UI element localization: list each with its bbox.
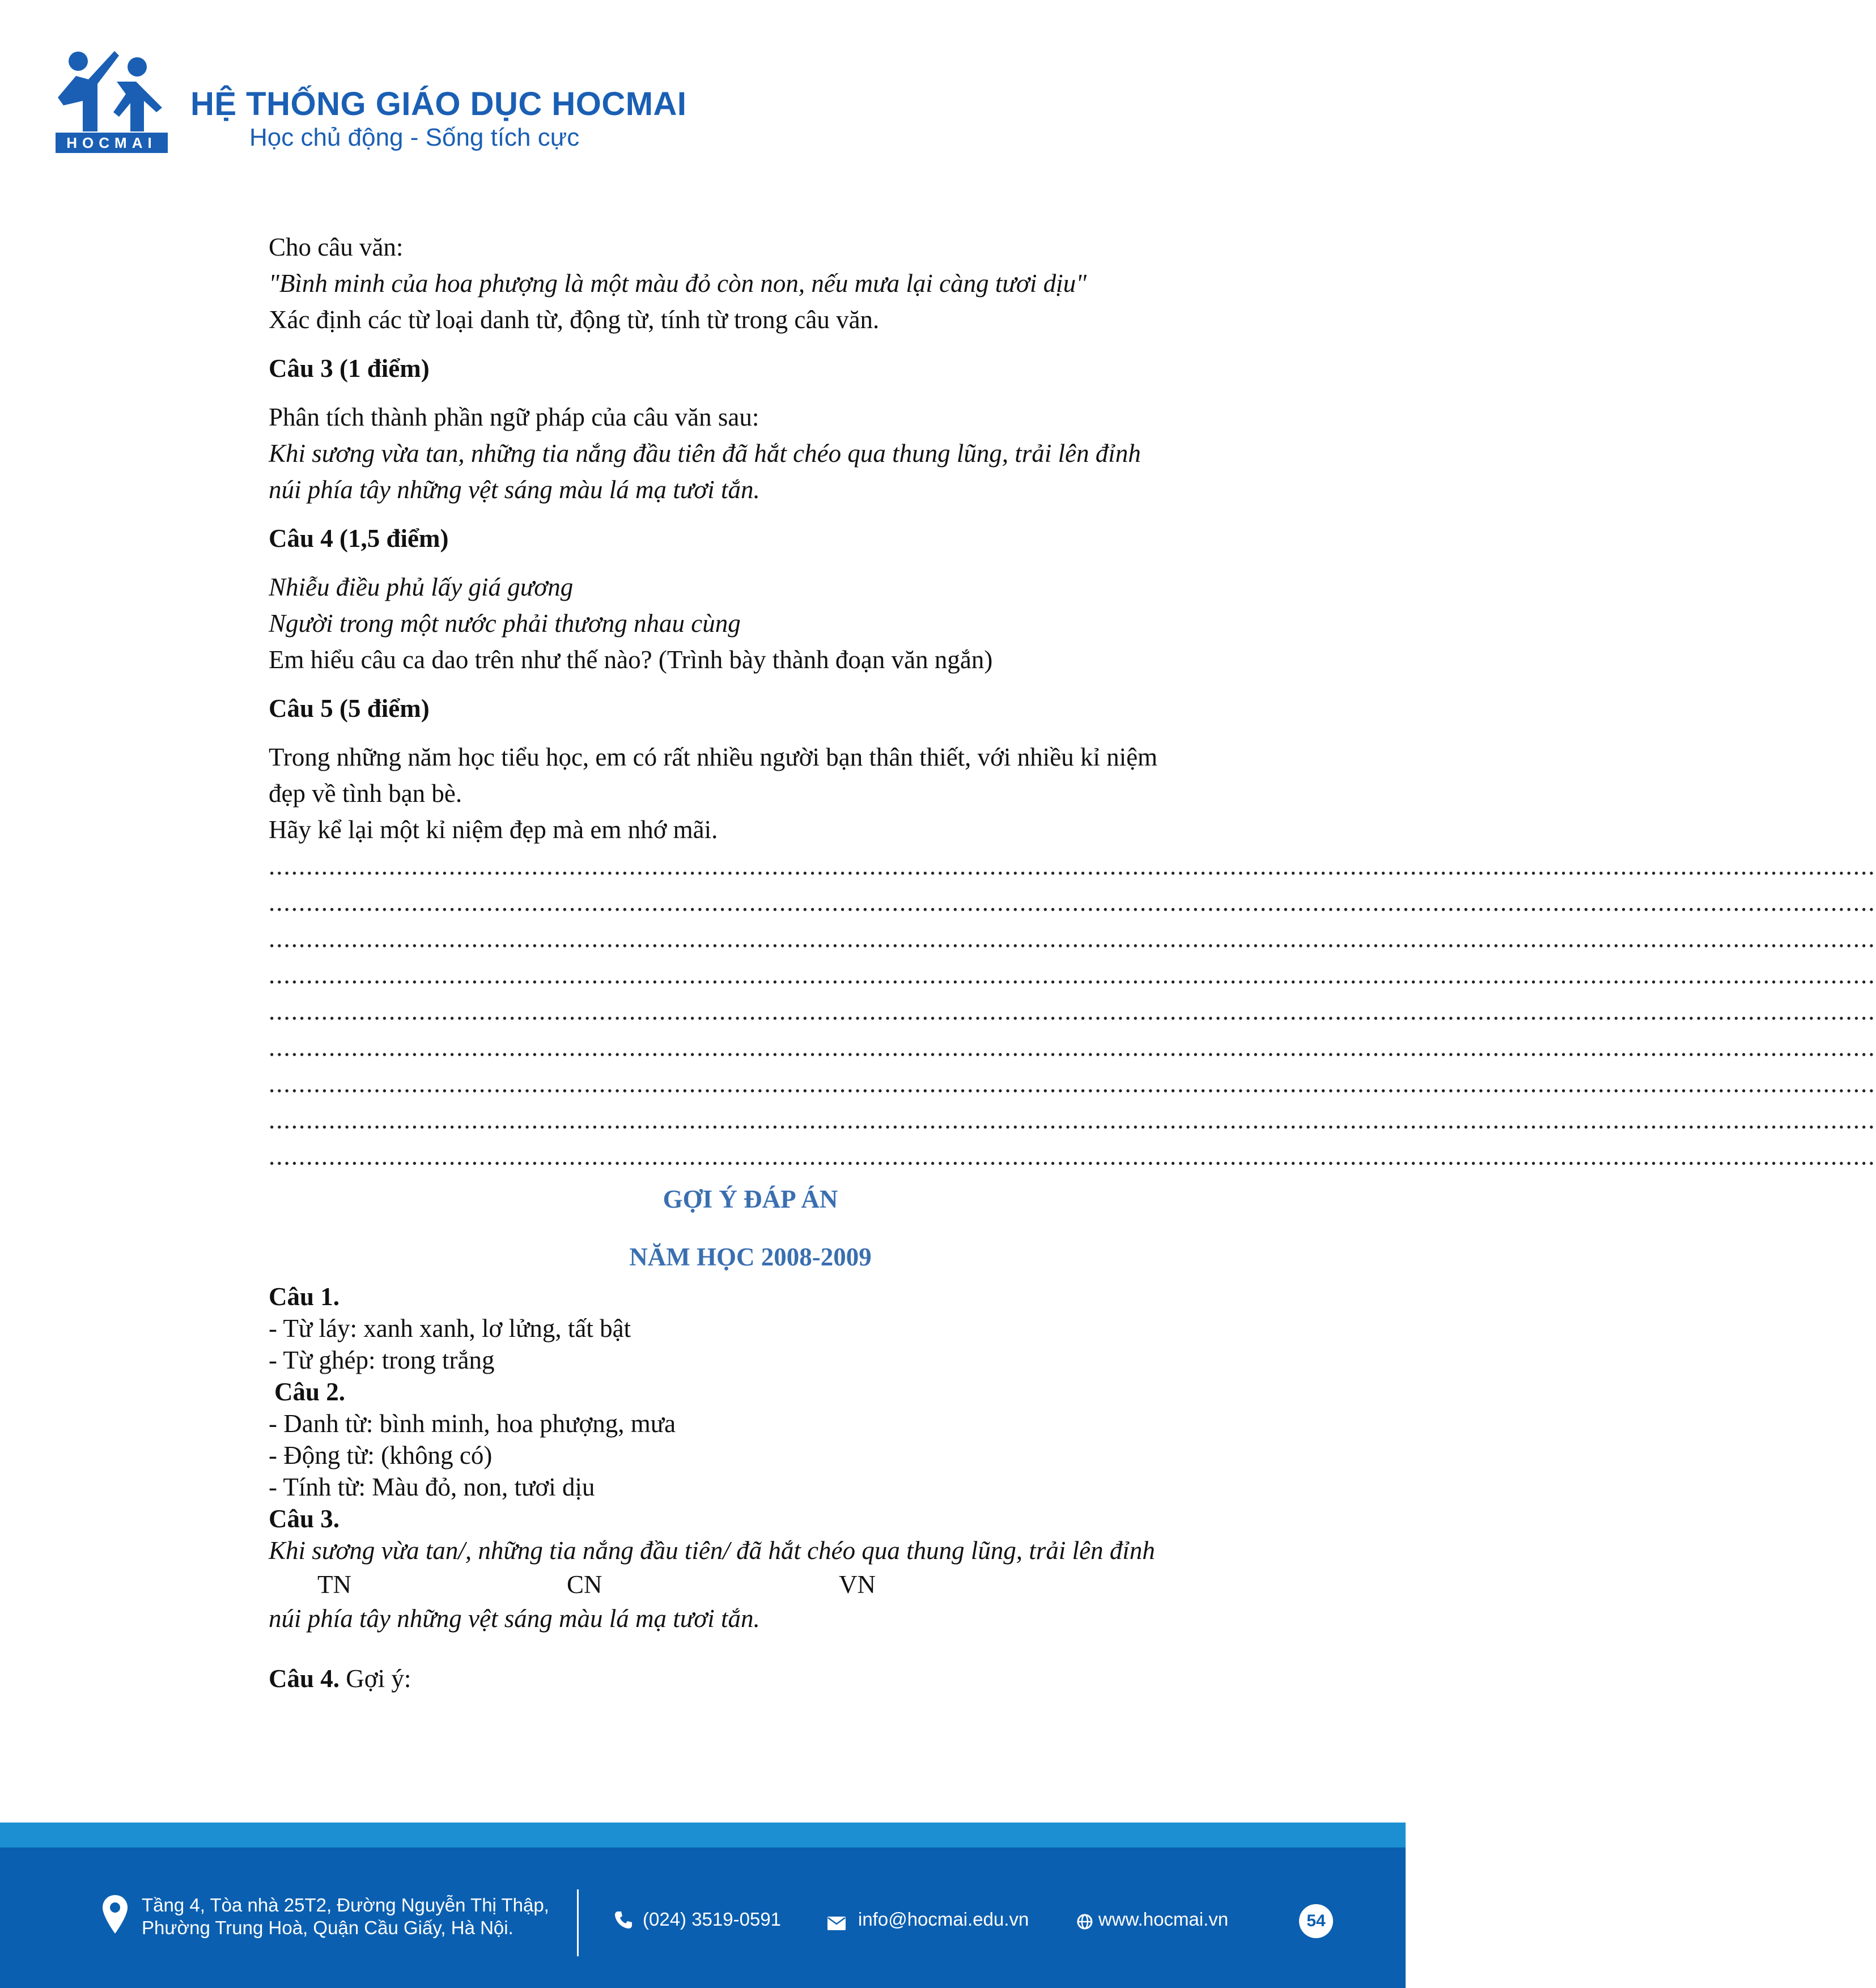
q4-task: Em hiểu câu ca dao trên như thế nào? (Trình bày thành đoạn văn ngắn) [269,645,993,674]
q4-poem-line1: Nhiễu điều phủ lấy giá gương [269,573,574,601]
c2-line3: - Tính từ: Màu đỏ, non, tươi dịu [269,1473,595,1501]
c2-line2: - Động từ: (không có) [269,1441,493,1469]
answers-year: NĂM HỌC 2008-2009 [629,1243,872,1271]
answers-title: GỢI Ý ĐÁP ÁN [663,1185,838,1213]
q5-heading: Câu 5 (5 điểm) [269,694,430,723]
footer-address [142,1894,549,1939]
q4-poem-line2: Người trong một nước phải thương nhau cùng [269,609,741,638]
footer-website[interactable]: www.hocmai.vn [1098,1909,1229,1930]
answer-line[interactable]: ...................................................................................................................................................................................................................... [269,997,1876,1025]
answer-line[interactable]: ...................................................................................................................................................................................................................... [269,1142,1876,1170]
c3-label-cn: CN [567,1570,602,1599]
globe-icon [1077,1913,1093,1934]
c1-line2: - Từ ghép: trong trắng [269,1346,495,1374]
answer-line[interactable]: ...................................................................................................................................................................................................................... [269,888,1876,916]
q4-heading: Câu 4 (1,5 điểm) [269,524,449,553]
q2-quote: "Bình minh của hoa phượng là một màu đỏ còn non, nếu mưa lại càng tươi dịu" [269,269,1087,298]
q3-task: Phân tích thành phần ngữ pháp của câu văn sau: [269,403,759,431]
c4-line [269,1663,1232,1694]
answer-lines [269,848,1876,1174]
location-pin-icon [101,1894,129,1939]
c3-label-tn: TN [317,1570,351,1599]
answer-line[interactable]: ...................................................................................................................................................................................................................... [269,1106,1876,1134]
answer-line[interactable]: ...................................................................................................................................................................................................................... [269,961,1876,989]
c3-heading: Câu 3. [269,1505,340,1533]
answer-line[interactable]: ...................................................................................................................................................................................................................... [269,1069,1876,1098]
c3-grammar-labels [269,1566,1232,1603]
q5-prompt-line2: đẹp về tình bạn bè. [269,779,462,808]
page-number: 54 [1299,1904,1333,1938]
address-line1: Tầng 4, Tòa nhà 25T2, Đường Nguyễn Thị Thập, [142,1894,549,1915]
c3-line2: núi phía tây những vệt sáng màu lá mạ tươi tắn. [269,1604,760,1633]
footer-divider [577,1889,579,1956]
c4-heading: Câu 4. [269,1664,340,1693]
hocmai-logo [53,46,170,154]
c3-label-vn: VN [839,1570,876,1599]
c2-line1: - Danh từ: bình minh, hoa phượng, mưa [269,1409,676,1438]
answer-line[interactable]: ...................................................................................................................................................................................................................... [269,924,1876,953]
q2-task: Xác định các từ loại danh từ, động từ, tính từ trong câu văn. [269,305,880,334]
email-icon [827,1913,846,1935]
q3-sentence-line1: Khi sương vừa tan, những tia nắng đầu tiên đã hắt chéo qua thung lũng, trải lên đỉnh [269,439,1141,468]
q5-prompt-line1: Trong những năm học tiểu học, em có rất nhiều người bạn thân thiết, với nhiều kỉ niệm [269,743,1158,771]
answers-section [269,1281,1232,1694]
answer-line[interactable]: ...................................................................................................................................................................................................................... [269,852,1876,880]
q5-task: Hãy kể lại một kỉ niệm đẹp mà em nhớ mãi. [269,815,718,844]
q3-heading: Câu 3 (1 điểm) [269,354,430,383]
phone-icon [613,1910,634,1935]
c3-line1: Khi sương vừa tan/, những tia nắng đầu tiên/ đã hắt chéo qua thung lũng, trải lên đỉnh [269,1536,1155,1565]
brand-title: HỆ THỐNG GIÁO DỤC HOCMAI [190,86,687,122]
footer-phone[interactable]: (024) 3519-0591 [643,1909,782,1930]
logo-text: HOCMAI [66,134,157,151]
answer-line[interactable]: ...................................................................................................................................................................................................................... [269,1033,1876,1061]
c1-heading: Câu 1. [269,1282,340,1311]
c4-hint: Gợi ý: [346,1664,411,1693]
footer-accent-band [0,1823,1406,1847]
q2-intro: Cho câu văn: [269,233,404,261]
brand-slogan: Học chủ động - Sống tích cực [249,124,580,151]
document-body [269,229,1876,1694]
c1-line1: - Từ láy: xanh xanh, lơ lửng, tất bật [269,1314,631,1343]
footer-email[interactable]: info@hocmai.edu.vn [858,1909,1029,1930]
c2-heading: Câu 2. [274,1378,346,1406]
page-footer [0,1847,1406,1988]
address-line2: Phường Trung Hoà, Quận Cầu Giấy, Hà Nội. [142,1917,513,1938]
q3-sentence-line2: núi phía tây những vệt sáng màu lá mạ tươi tắn. [269,475,760,504]
